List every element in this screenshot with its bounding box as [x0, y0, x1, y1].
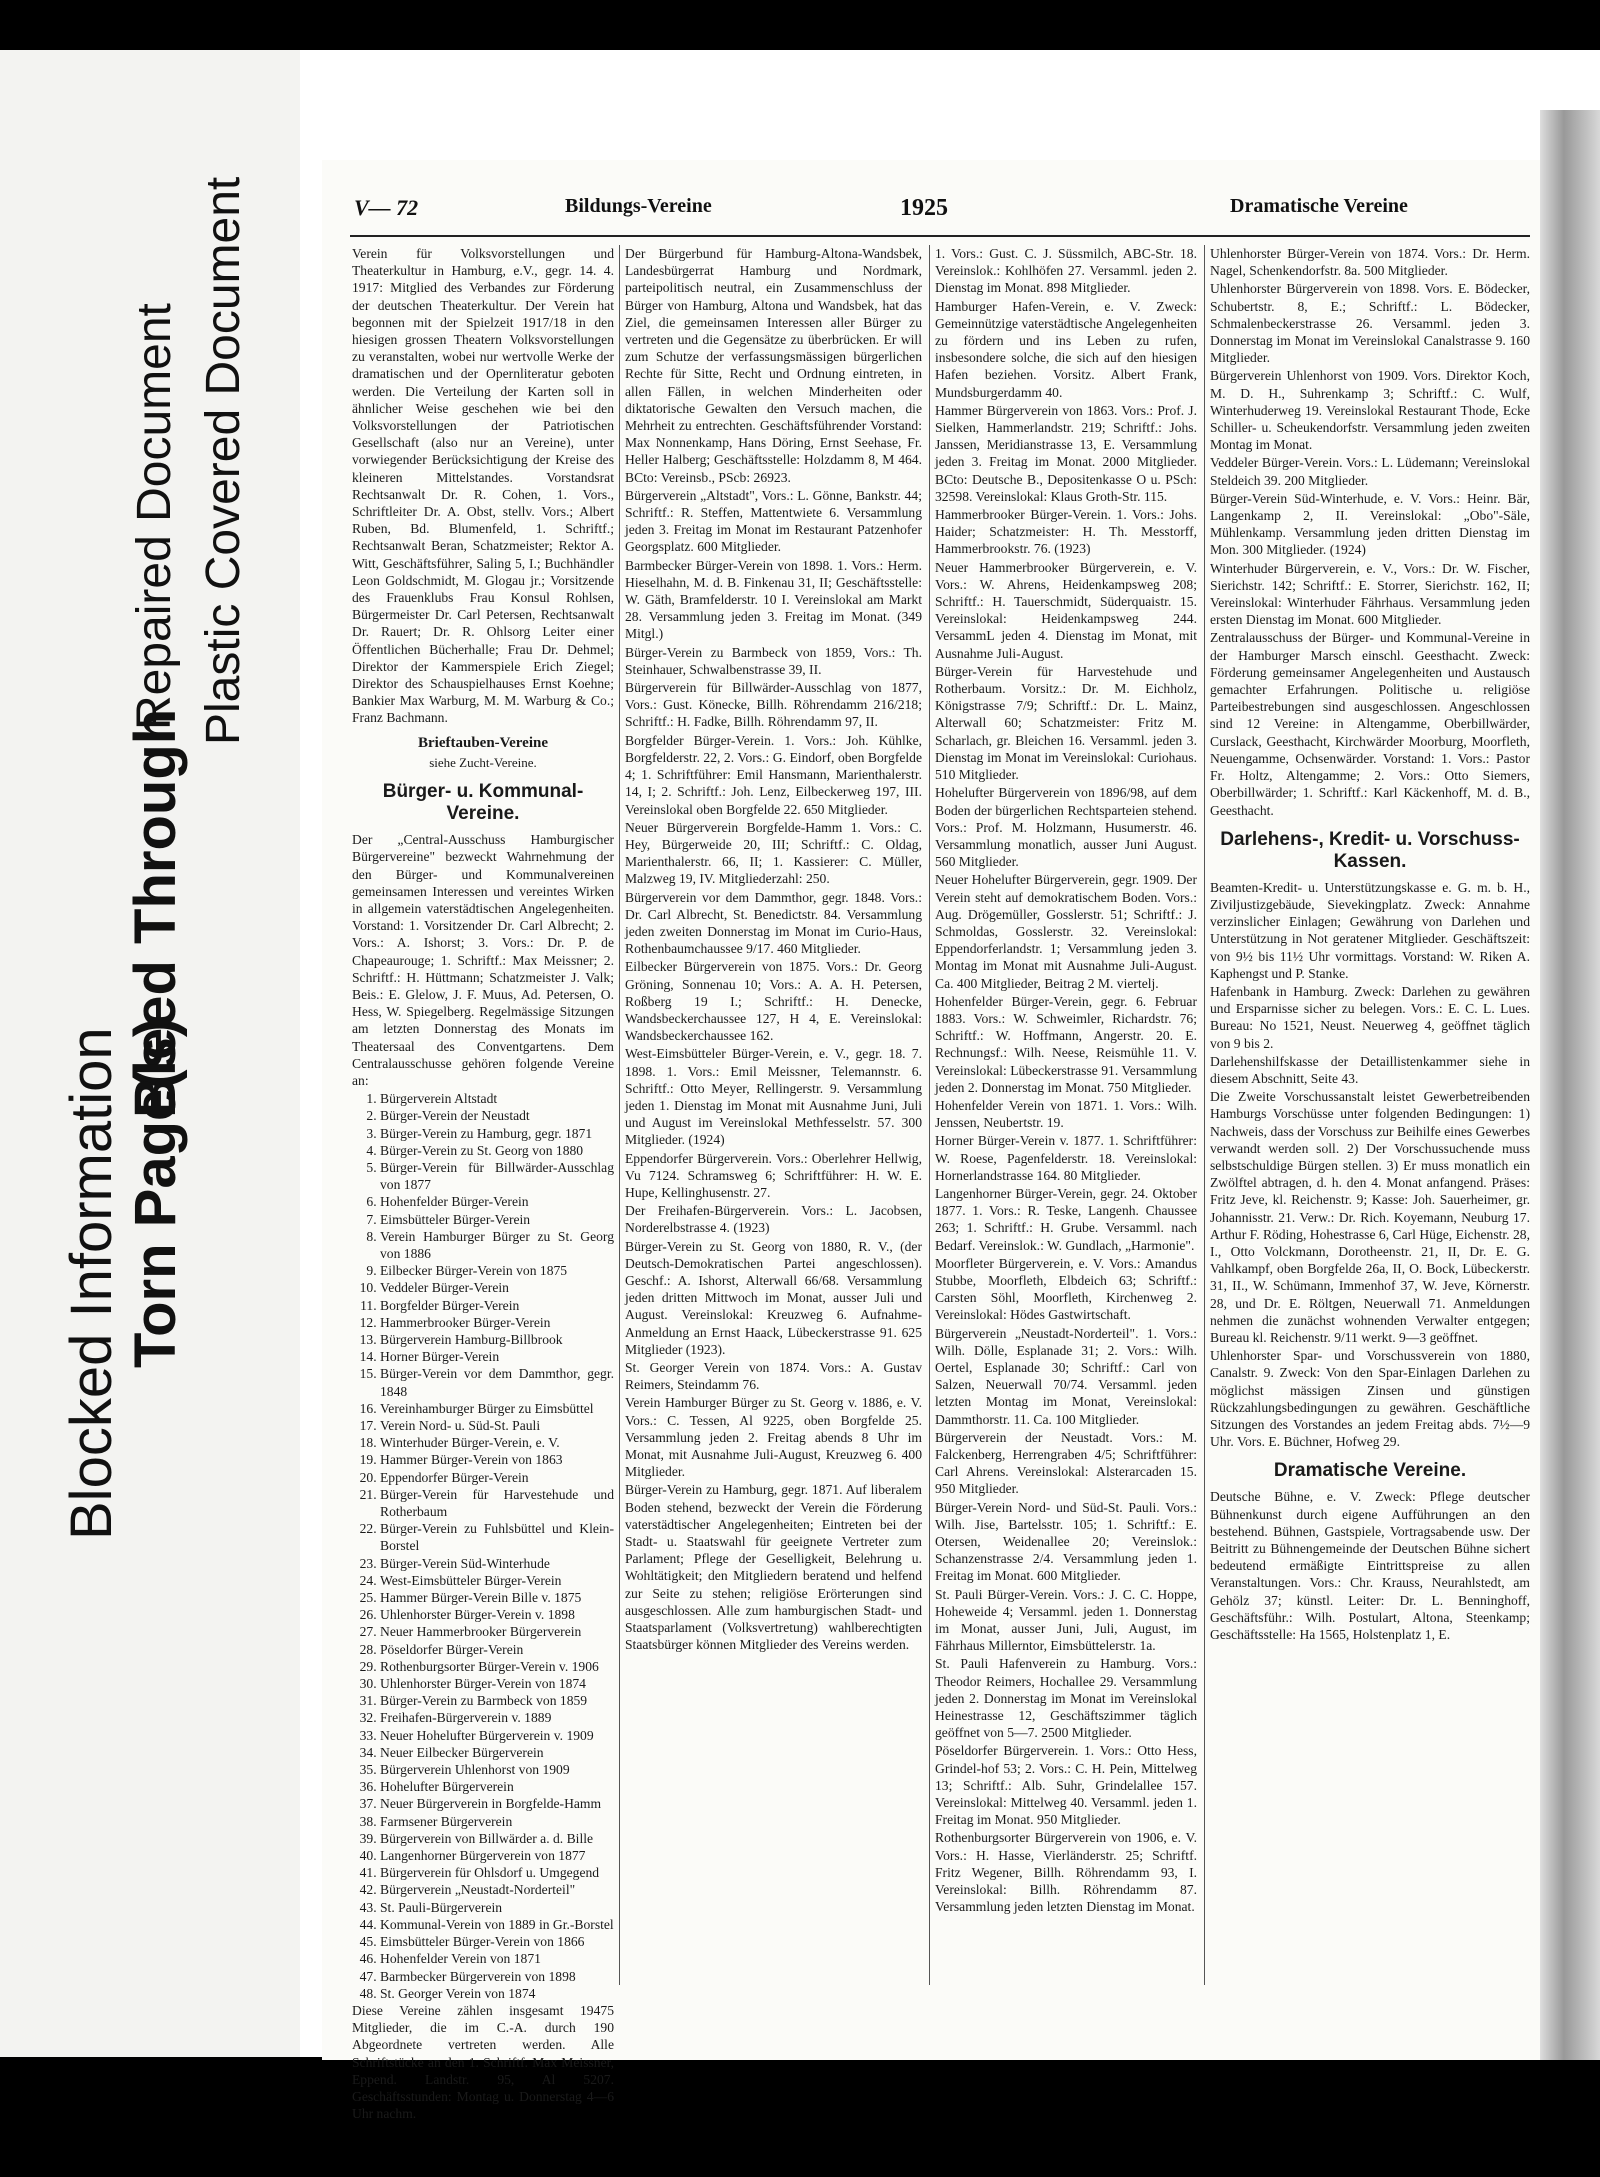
repaired-document-label: Repaired Document — [128, 303, 181, 730]
entry: Der „Central-Ausschuss Hamburgischer Bürgervereine" bezweckt Wahrnehmung der den Bürger- und Kommunalvereinen gemeinsamen Interessen und vereintes Wirken in allgemein vaterstädtischen Angelegenheiten. Vorstand: 1. Vorsitzender Dr. Carl Albrecht; 2. Vors.: A. Ishorst; 3. Vors.: Dr. P. de Chapeaurouge; 1. Schriftf.: Max Meissner; 2. Schriftf.: H. Hüttmann; Schatzmeister J. Valk; Beis.: E. Glelow, J. F. Muus, Ad. Petersen, O. Hess, W. Spiegelberg. Regelmässige Sitzungen am letzten Donnerstag des Monats im Theatersaal des Conventgartens. Dem Centralausschusse gehören folgende Vereine an: — [352, 832, 614, 1088]
page-edge — [1540, 110, 1600, 2060]
list-item: 43. St. Pauli-Bürgerverein — [380, 1899, 614, 1916]
entry: Der Bürgerbund für Hamburg-Altona-Wandsbek, Landesbürgerrat Hamburg und Nordmark, parteipolitisch neutral, ein Zusammenschluss der Bürger von Hamburg, Altona und Wandsbek, hat das Ziel, die gemeinsamen Interessen aller Bürger zu vertreten und die Gegensätze zu überbrücken. Er will zum Schutze der verfassungsmässigen bürgerlichen Rechte für Sitte, Recht und Ordnung eintreten, in allen Fällen, in welchen Minderheiten oder diktatorische Gewalten den Versuch machen, die Mehrheit zu entrechten. Geschäftsführender Vorstand: Max Nonnenkamp, Hans Döring, Ernst Seehase, Fr. Heller Halberg; Geschäftsstelle: Holzdamm 8, M 464. BCto: Vereinsb., PScb: 26923. — [625, 246, 922, 485]
section-heading: Dramatische Vereine. — [1273, 1460, 1467, 1482]
list-item: 44. Kommunal-Verein von 1889 in Gr.-Borstel — [380, 1916, 614, 1933]
entry: West-Eimsbütteler Bürger-Verein, e. V., gegr. 18. 7. 1898. 1. Vors.: Emil Meissner, Telemannstr. 6. Schriftf.: Otto Meyer, Rellingerstr. 9. Versammlung jeden 1. Dienstag im Monat mit Ausnahme Juni, Juli und August im Vereinslokal Methfesselstr. 57. 300 Mitglieder. (1924) — [625, 1046, 922, 1148]
column-rule — [929, 245, 930, 1985]
list-item: 47. Barmbecker Bürgerverein von 1898 — [380, 1968, 614, 1985]
list-item: 3. Bürger-Verein zu Hamburg, gegr. 1871 — [380, 1125, 614, 1142]
entry: Der Freihafen-Bürgerverein. Vors.: L. Jacobsen, Norderelbstrasse 4. (1923) — [625, 1203, 922, 1236]
bleed-through-label: Bleed Through — [123, 708, 188, 1118]
entry: Bürger-Verein Nord- und Süd-St. Pauli. Vors.: Wilh. Jise, Bartelsstr. 105; 1. Schriftf.: E. Otersen, Weidenallee 20; Vereinslok.: Schanzenstrasse 2/4. Versammlung jeden 1. Freitag im Monat. 600 Mitglieder. — [935, 1499, 1197, 1584]
entry: Bürger-Verein für Harvestehude und Rotherbaum. Vorsitz.: Dr. M. Eichholz, Königstrasse 7/9; Schriftf.: Dr. L. Mainz, Alterwall 60; Schatzmeister: Fritz M. Scharlach, gr. Bleichen 16. Versamml. jeden 3. Dienstag im Monat im Vereinslokal: Curiohaus. 510 Mitglieder. — [935, 663, 1197, 783]
list-item: 28. Pöseldorfer Bürger-Verein — [380, 1641, 614, 1658]
entry: Zentralausschuss der Bürger- und Kommunal-Vereine in der Hamburger Marsch einschl. Geesthacht. Zweck: Förderung gemeinsamer Angelegenheiten und Austausch gemachter Erfahrungen. Politische u. religiöse Parteibestrebungen sind ausgeschlossen. Angeschlossen sind 12 Vereine: in Altengamme, Oberbillwärder, Curslack, Geesthacht, Kirchwärder Moorburg, Moorfleth, Neuengamme, Ochsenwärder. Vorstand: 1. Vors.: Pastor Fr. Holtz, Altengamme; 2. Vors.: Otto Siemers, Oberbillwärder; 1. Schriftf.: Karl Käckenhoff, M. d. B., Geesthacht. — [1210, 630, 1530, 818]
list-item: 37. Neuer Bürgerverein in Borgfelde-Hamm — [380, 1795, 614, 1812]
list-item: 15. Bürger-Verein vor dem Dammthor, gegr. 1848 — [380, 1365, 614, 1399]
entry: Hohenfelder Bürger-Verein, gegr. 6. Februar 1883. Vors.: W. Schweimler, Richardstr. 76; Schriftf.: W. Hoffmann, Angerstr. 20. E. Rechnungsf.: Wilh. Neese, Reismühle 11. V. Vereinslokal: Lübeckerstrasse 91. Versammlung jeden 2. Donnerstag im Monat. 750 Mitglieder. — [935, 993, 1197, 1095]
column-3 — [935, 245, 1197, 2000]
list-item: 22. Bürger-Verein zu Fuhlsbüttel und Klein-Borstel — [380, 1520, 614, 1554]
list-item: 6. Hohenfelder Bürger-Verein — [380, 1193, 614, 1210]
entry: Veddeler Bürger-Verein. Vors.: L. Lüdemann; Vereinslokal Steldeich 39. 200 Mitglieder. — [1210, 455, 1530, 488]
entry: Hohenfelder Verein von 1871. 1. Vors.: Wilh. Jenssen, Neubertstr. 19. — [935, 1097, 1197, 1131]
entry: Bürgerverein für Billwärder-Ausschlag von 1877, Vors.: Gust. Könecke, Billh. Röhrendamm 216/218; Schriftf.: H. Fadke, Billh. Röhrendamm 97, II. — [625, 680, 922, 730]
column-1 — [352, 245, 614, 2122]
list-item: 9. Eilbecker Bürger-Verein von 1875 — [380, 1262, 614, 1279]
section-heading: Darlehens-, Kredit- u. Vorschuss-Kassen. — [1220, 828, 1520, 872]
list-item: 7. Eimsbütteler Bürger-Verein — [380, 1211, 614, 1228]
scan-border-bottom — [0, 2057, 1600, 2177]
entry: St. Georger Verein von 1874. Vors.: A. Gustav Reimers, Steindamm 76. — [625, 1360, 922, 1393]
list-item: 25. Hammer Bürger-Verein Bille v. 1875 — [380, 1589, 614, 1606]
entry: Neuer Bürgerverein Borgfelde-Hamm 1. Vors.: C. Hey, Bürgerweide 20, III; Schriftf.: C. Oldag, Marienthalerstr. 66, II; 1. Kassierer: C. Müller, Malzweg 19, IV. Mitgliederzahl: 250. — [625, 819, 922, 887]
entry: Eilbecker Bürgerverein von 1875. Vors.: Dr. Georg Gröning, Sonnenau 10; Vors.: A. A. H. Petersen, Roßberg 19 I.; Schriftf.: H. Denecke, Wandsbeckerchaussee 127, H 4, E. Vereinslokal: Wandsbeckerchaussee 162. — [625, 959, 922, 1044]
entry: Diese Vereine zählen insgesamt 19475 Mitglieder, die im C.-A. durch 190 Abgeordnete vertreten werden. Alle Schriftstücke an den 1. Schriftf. Max Meissner, Eppend. Landstr. 95, Al 5207. Geschäftsstunden: Montag u. Donnerstag 4—6 Uhr nachm. — [352, 2002, 614, 2122]
entry: Hohelufter Bürgerverein von 1896/98, auf dem Boden der bürgerlichen Rechtsparteien stehend. Vors.: Prof. M. Holzmann, Husumerstr. 46. Versammlung monatlich, ausser Juni August. 560 Mitglieder. — [935, 785, 1197, 870]
entry: Eppendorfer Bürgerverein. Vors.: Oberlehrer Hellwig, Vu 7124. Schramsweg 6; Schriftführer: H. W. E. Hupe, Kellinghusenstr. 27. — [625, 1150, 922, 1200]
entry: Hammerbrooker Bürger-Verein. 1. Vors.: Johs. Haider; Schatzmeister: H. Th. Messtorff, Hammerbrookstr. 76. (1923) — [935, 507, 1197, 557]
entry: Hafenbank in Hamburg. Zweck: Darlehen zu gewähren und Ersparnisse sicher zu belegen. Vors.: E. C. L. Lues. Bureau: No 1521, Neust. Neuerweg 4, geöffnet täglich von 9 bis 2. — [1210, 983, 1530, 1051]
entry: Bürger-Verein zu St. Georg von 1880, R. V., (der Deutsch-Demokratischen Partei angeschlossen). Geschf.: A. Ishorst, Alterwall 66/68. Versammlung jeden dritten Mittwoch im Monat, ausser Juli und August. Vereinslokal: Kreuzweg 6. Aufnahme-Anmeldung an Ernst Haack, Lübeckerstrasse 91. 625 Mitglieder (1923). — [625, 1238, 922, 1357]
entry: St. Pauli Bürger-Verein. Vors.: J. C. C. Hoppe, Hoheweide 4; Versamml. jeden 1. Donnerstag im Monat, ausser Juni, Juli, August, im Fährhaus Millerntor, Eimsbüttelerstr. 1a. — [935, 1586, 1197, 1654]
entry: Neuer Hammerbrooker Bürgerverein, e. V. Vors.: W. Ahrens, Heidenkampsweg 208; Schriftf.: H. Tauerschmidt, Süderquaistr. 15. Vereinslokal: Heidenkampsweg 244. VersammL jeden 4. Dienstag im Monat, mit Ausnahme Juli-August. — [935, 559, 1197, 661]
list-item: 27. Neuer Hammerbrooker Bürgerverein — [380, 1623, 614, 1640]
entry: Uhlenhorster Spar- und Vorschussverein von 1880, Canalstr. 9. Zweck: Von den Spar-Einlagen Darlehen zu möglichst mässigen Zinsen und günstigen Rückzahlungsbedingungen zu gewähren. Geschäftliche Sitzungen des Vorstandes an jedem Freitag abds. 7½—9 Uhr. Vors. E. Büchner, Hofweg 29. — [1210, 1348, 1530, 1450]
list-item: 20. Eppendorfer Bürger-Verein — [380, 1469, 614, 1486]
cross-reference: siehe Zucht-Vereine. — [429, 754, 537, 770]
entry: Uhlenhorster Bürger-Verein von 1874. Vors.: Dr. Herm. Nagel, Schenkendorfstr. 8a. 500 Mitglieder. — [1210, 246, 1530, 279]
list-item: 10. Veddeler Bürger-Verein — [380, 1279, 614, 1296]
page-number: V— 72 — [354, 195, 419, 220]
section-heading: Brieftauben-Vereine — [418, 734, 548, 751]
entry: Bürger-Verein Süd-Winterhude, e. V. Vors.: Heinr. Bär, Langenkamp 2, II. Vereinslokal: „Obo"-Säle, Mühlenkamp. Versammlung jeden dritten Dienstag im Mon. 300 Mitglieder. (1924) — [1210, 490, 1530, 558]
list-item: 19. Hammer Bürger-Verein von 1863 — [380, 1451, 614, 1468]
entry: Hammer Bürgerverein von 1863. Vors.: Prof. J. Sielken, Hammerlandstr. 219; Schriftf.: Johs. Janssen, Meridianstrasse 13, E. Versammlung jeden 3. Freitag im Monat. 2000 Mitglieder. BCto: Deutsche B., Depositenkasse O u. PSch: 32598. Vereinslokal: Klaus Groth-Str. 115. — [935, 402, 1197, 504]
list-item: 12. Hammerbrooker Bürger-Verein — [380, 1314, 614, 1331]
list-item: 41. Bürgerverein für Ohlsdorf u. Umgegend — [380, 1864, 614, 1881]
entry: Borgfelder Bürger-Verein. 1. Vors.: Joh. Kühlke, Borgfelderstr. 22, 2. Vors.: G. Eindorf, oben Borgfelde 4; 1. Schriftführer: Emil Hansmann, Marienthalerstr. 14, I; 2. Schriftf.: Joh. Lenz, Eilbeckerweg 197, III. Vereinslokal oben Borgfelde 22. 650 Mitglieder. — [625, 732, 922, 817]
entry: Bürgerverein „Altstadt", Vors.: L. Gönne, Bankstr. 44; Schriftf.: R. Steffen, Mattentwiete 6. Versammlung jeden 3. Freitag im Monat im Restaurant Patzenhofer Georgsplatz. 600 Mitglieder. — [625, 487, 922, 555]
list-item: 2. Bürger-Verein der Neustadt — [380, 1107, 614, 1124]
column-4 — [1210, 245, 1530, 2000]
entry: Bürger-Verein zu Barmbeck von 1859, Vors.: Th. Steinhauer, Schwalbenstrasse 39, II. — [625, 644, 922, 677]
list-item: 21. Bürger-Verein für Harvestehude und Rotherbaum — [380, 1486, 614, 1520]
blocked-information-label: Blocked Information — [59, 1027, 124, 1540]
list-item: 40. Langenhorner Bürgerverein von 1877 — [380, 1847, 614, 1864]
entry: Die Zweite Vorschussanstalt leistet Gewerbetreibenden Hamburgs Vorschüsse unter folgenden Bedingungen: 1) Nachweis, dass der Vorschuss zur Beihilfe eines Gewerbes verwandt werden soll. 2) Der Vorschussuchende muss selbstschuldige Bürgen stellen. 3) Er muss monatlich ein Zwölftel abtragen, d. h. den 4. Monat anfangend. Präses: Fritz Jeve, kl. Reichenstr. 9; Kasse: Joh. Sauerheimer, gr. Johannisstr. 21. Verw.: Dr. Rich. Koyemann, Neuburg 17. Arthur F. Röding, Hohestrasse 6, Carl Hüge, Eichenstr. 28, I., Otto Volckmann, Dorotheenstr. 21, II, Dr. E. G. Vahlkampf, oben Borgfelde 26a, II, O. Bock, Lübeckerstr. 31, II., W. Schümann, Immenhof 37, W. Jeve, Körnerstr. 28, und Dr. E. Röltgen, Neuerwall 71. Anmeldungen nehmen die zunächst wohnenden Verwalter entgegen; Bureau kl. Reichenstr. 9/11 werkt. 9—3 geöffnet. — [1210, 1089, 1530, 1345]
list-item: 11. Borgfelder Bürger-Verein — [380, 1297, 614, 1314]
entry: Bürgerverein „Neustadt-Norderteil". 1. Vors.: Wilh. Dölle, Esplanade 31; 2. Vors.: Wilh. Oertel, Esplanade 30; Schriftf.: Carl von Salzen, Neuerwall 70/74. Versamml. jeden letzten Montag im Monat, Vereinslokal: Dammthorstr. 11. Ca. 100 Mitglieder. — [935, 1325, 1197, 1427]
list-item: 16. Vereinhamburger Bürger zu Eimsbüttel — [380, 1400, 614, 1417]
entry: Bürgerverein vor dem Dammthor, gegr. 1848. Vors.: Dr. Carl Albrecht, St. Benedictstr. 84. Versammlung jeden zweiten Donnerstag im Monat im Curio-Haus, Rothenbaumchaussee 9/17. 460 Mitglieder. — [625, 889, 922, 957]
column-2 — [625, 245, 922, 2000]
entry: Beamten-Kredit- u. Unterstützungskasse e. G. m. b. H., Ziviljustizgebäude, Sievekingplatz. Zweck: Annahme verzinslicher Einlagen; Gewährung von Darlehen und Unterstützung in Not geratener Mitglieder. Geschäftszeit: von 9½ bis 11½ Uhr vormittags. Vorstand: W. Riken A. Kaphengst und P. Stanke. — [1210, 879, 1530, 981]
entry: Rothenburgsorter Bürgerverein von 1906, e. V. Vors.: H. Hasse, Vierländerstr. 25; Schriftf. Fritz Wegener, Billh. Röhrendamm 93, I. Vereinslokal: Billh. Röhrendamm 87. Versammlung jeden letzten Dienstag im Monat. — [935, 1830, 1197, 1915]
list-item: 26. Uhlenhorster Bürger-Verein v. 1898 — [380, 1606, 614, 1623]
entry: Winterhuder Bürgerverein, e. V., Vors.: Dr. W. Fischer, Sierichstr. 142; Schriftf.: E. Storrer, Sierichstr. 162, II; Vereinslokal: Winterhuder Fährhaus. Versammlung jeden ersten Dienstag im Monat. 600 Mitglieder. — [1210, 560, 1530, 628]
list-item: 14. Horner Bürger-Verein — [380, 1348, 614, 1365]
list-item: 33. Neuer Hohelufter Bürgerverein v. 1909 — [380, 1727, 614, 1744]
entry: Verein für Volksvorstellungen und Theaterkultur in Hamburg, e.V., gegr. 14. 4. 1917: Mitglied des Verbandes zur Förderung der deutschen Theaterkultur. Der Verein hat begonnen mit der Spielzeit 1917/18 in den hiesigen grossen Theatern Volksvorstellungen zu veranstalten, wobei nur wertvolle Werke der dramatischen und der Opernliteratur geboten werden. Die Verteilung der Karten soll in ähnlicher Weise geschehen wie bei den Volksvorstellungen der Patriotischen Gesellschaft (also nur an Vereine), unter vorwiegender Berücksichtigung der Kreise des kleineren Mittelstandes. Vorstandsrat Rechtsanwalt Dr. R. Cohen, 1. Vors., Schriftleiter Dr. A. Obst, stellv. Vors.; Albert Ruben, Bd. Blumenfeld, 1. Schriftf.; Rechtsanwalt Beran, Schatzmeister; Rektor A. Witt, Geschäftsführer, Saling 5, I.; Buchhändler Leon Goldschmidt, M. Glogau jr.; Vorsitzende des Frauenklubs Frau Konsul Rohlsen, Bürgermeister Dr. Carl Petersen, Rechtsanwalt Dr. Rauert; Dr. R. Ohlsorg Leiter einer Öffentlichen Bücherhalle; Frau Dr. Dehmel; Direktor der Kammerspiele Erich Ziegel; Direktor des Schauspielhauses Ernst Koehne; Bankier Max Warburg, M. M. Warburg & Co.; Franz Bachmann. — [352, 246, 614, 726]
column-rule — [1204, 245, 1205, 1985]
entry: Barmbecker Bürger-Verein von 1898. 1. Vors.: Herm. Hieselhahn, M. d. B. Finkenau 31, II; Geschäftsstelle: W. Gäth, Bramfelderstr. 10 I. Vereinslokal am Markt 28. Versammlung jeden 3. Freitag im Monat. (349 Mitgl.) — [625, 557, 922, 642]
column-rule — [619, 245, 620, 1985]
list-item: 35. Bürgerverein Uhlenhorst von 1909 — [380, 1761, 614, 1778]
entry: 1. Vors.: Gust. C. J. Süssmilch, ABC-Str. 18. Vereinslok.: Kohlhöfen 27. Versamml. jeden 2. Dienstag im Monat. 898 Mitglieder. — [935, 246, 1197, 296]
entry: Uhlenhorster Bürgerverein von 1898. Vors. E. Bödecker, Schubertstr. 8, E.; Schriftf.: L. Bödecker, Schmalenbeckerstrasse 26. Versamml. jeden 3. Donnerstag im Monat im Vereinslokal Canalstrasse 9. 160 Mitglieder. — [1210, 281, 1530, 366]
member-list — [352, 1090, 614, 2002]
page-header — [350, 195, 1530, 237]
list-item: 4. Bürger-Verein zu St. Georg von 1880 — [380, 1142, 614, 1159]
scan-border-top — [0, 0, 1600, 50]
running-title-left: Bildungs-Vereine — [565, 195, 712, 217]
list-item: 42. Bürgerverein „Neustadt-Norderteil" — [380, 1881, 614, 1898]
entry: Moorfleter Bürgerverein, e. V. Vors.: Amandus Stubbe, Moorfleth, Elbdeich 63; Schriftf.: Carsten Söhl, Moorfleth, Kirchenweg 2. Vereinslokal: Hödes Gastwirtschaft. — [935, 1255, 1197, 1323]
list-item: 34. Neuer Eilbecker Bürgerverein — [380, 1744, 614, 1761]
entry: Darlehenshilfskasse der Detaillistenkammer siehe in diesem Abschnitt, Seite 43. — [1210, 1053, 1530, 1086]
entry: Neuer Hohelufter Bürgerverein, gegr. 1909. Der Verein steht auf demokratischem Boden. Vors.: Aug. Drögemüller, Gosslerstr. 51; Schriftf.: J. Schmoldas, Gosslerstr. 32. Vereinslokal: Eppendorferlandstr. 1; Versammlung jeden 3. Montag im Monat mit Ausnahme Juli-August. Ca. 400 Mitglieder, Beitrag 2 M. viertelj. — [935, 872, 1197, 991]
list-item: 38. Farmsener Bürgerverein — [380, 1813, 614, 1830]
list-item: 8. Verein Hamburger Bürger zu St. Georg von 1886 — [380, 1228, 614, 1262]
list-item: 1. Bürgerverein Altstadt — [380, 1090, 614, 1107]
entry: Hamburger Hafen-Verein, e. V. Zweck: Gemeinnützige vaterstädtische Angelegenheiten zu fördern und ins Leben zu rufen, insbesondere solche, die sich auf den hiesigen Hafen beziehen. Vorsitz. Albert Frank, Mundsburgerdamm 40. — [935, 298, 1197, 400]
list-item: 32. Freihafen-Bürgerverein v. 1889 — [380, 1709, 614, 1726]
list-item: 13. Bürgerverein Hamburg-Billbrook — [380, 1331, 614, 1348]
list-item: 31. Bürger-Verein zu Barmbeck von 1859 — [380, 1692, 614, 1709]
list-item: 29. Rothenburgsorter Bürger-Verein v. 1906 — [380, 1658, 614, 1675]
list-item: 30. Uhlenhorster Bürger-Verein von 1874 — [380, 1675, 614, 1692]
list-item: 23. Bürger-Verein Süd-Winterhude — [380, 1555, 614, 1572]
entry: Bürger-Verein zu Hamburg, gegr. 1871. Auf liberalem Boden stehend, bezweckt der Verein die Förderung vaterstädtischer Angelegenheiten; Eintreten bei der Stadt- u. Staatswahl für geeignete Vertreter zum Parlament; Pflege der Geselligkeit, Belehrung u. Wohltätigkeit; den Mitgliedern beratend und helfend zur Seite zu stehen; religiöse Erörterungen sind ausgeschlossen. Alle zum hamburgischen Stadt- und Staatsparlament (Volksvertretung) wahlberechtigten Staatsbürger können Mitglieder des Vereins werden. — [625, 1482, 922, 1653]
list-item: 24. West-Eimsbütteler Bürger-Verein — [380, 1572, 614, 1589]
list-item: 45. Eimsbütteler Bürger-Verein von 1866 — [380, 1933, 614, 1950]
entry: Verein Hamburger Bürger zu St. Georg v. 1886, e. V. Vors.: C. Tessen, Al 9225, oben Borgfelde 25. Versammlung jeden 2. Freitag abends 8 Uhr im Monat, mit Ausnahme Juli-August, Kreuzweg 6. 400 Mitglieder. — [625, 1395, 922, 1480]
list-item: 17. Verein Nord- u. Süd-St. Pauli — [380, 1417, 614, 1434]
list-item: 18. Winterhuder Bürger-Verein, e. V. — [380, 1434, 614, 1451]
entry: Langenhorner Bürger-Verein, gegr. 24. Oktober 1877. 1. Vors.: R. Teske, Langenh. Chaussee 263; 1. Schriftf.: H. Grube. Versamml. nach Bedarf. Vereinslok.: W. Gundlach, „Harmonie". — [935, 1185, 1197, 1253]
entry: Pöseldorfer Bürgerverein. 1. Vors.: Otto Hess, Grindel-hof 53; 2. Vors.: C. H. Pein, Mittelweg 13; Schriftf.: Alb. Suhr, Grindelallee 157. Vereinslokal: Mittelweg 40. Versamml. jeden 1. Freitag im Monat. 950 Mitglieder. — [935, 1743, 1197, 1828]
list-item: 5. Bürger-Verein für Billwärder-Ausschlag von 1877 — [380, 1159, 614, 1193]
year: 1925 — [900, 195, 948, 221]
list-item: 39. Bürgerverein von Billwärder a. d. Bille — [380, 1830, 614, 1847]
list-item: 48. St. Georger Verein von 1874 — [380, 1985, 614, 2002]
section-heading: Bürger- u. Kommunal-Vereine. — [382, 781, 584, 825]
list-item: 36. Hohelufter Bürgerverein — [380, 1778, 614, 1795]
running-title-right: Dramatische Vereine — [1230, 195, 1408, 217]
entry: Bürgerverein der Neustadt. Vors.: M. Falckenberg, Herrengraben 4/5; Schriftführer: Carl Ahrens. Vereinslokal: Alsterarcaden 15. 950 Mitglieder. — [935, 1429, 1197, 1497]
entry: Bürgerverein Uhlenhorst von 1909. Vors. Direktor Koch, M. D. H., Suhrenkamp 3; Schriftf.: C. Wulf, Winterhuderweg 19. Vereinslokal Restaurant Thode, Ecke Schiller- u. Scheukendorfstr. Versammlung jeden zweiten Montag im Monat. — [1210, 368, 1530, 453]
entry: St. Pauli Hafenverein zu Hamburg. Vors.: Theodor Reimers, Hochallee 29. Versammlung jeden 2. Donnerstag im Monat im Vereinslokal Heinestrasse 12, Geschäftszimmer täglich geöffnet von 5—7. 2500 Mitglieder. — [935, 1656, 1197, 1741]
entry: Deutsche Bühne, e. V. Zweck: Pflege deutscher Bühnenkunst durch eigene Aufführungen an den bestehend. Bühnen, Gastspiele, Vortragsabende usw. Der Beitritt zu Bühnengemeinde der Deutschen Bühne sichert bedeutend ermäßigte Eintrittspreise zu allen Veranstaltungen. Vors.: Chr. Krauss, Neurahlstedt, am Gehölz 37; künstl. Leiter: Dr. L. Benninghoff, Geschäftsführ.: Wilh. Postulart, Altona, Steenkamp; Geschäftsstelle: Ha 1565, Holstenplatz 1, E. — [1210, 1489, 1530, 1643]
list-item: 46. Hohenfelder Verein von 1871 — [380, 1950, 614, 1967]
plastic-covered-label: Plastic Covered Document — [197, 176, 250, 745]
entry: Horner Bürger-Verein v. 1877. 1. Schriftführer: W. Roese, Pagenfelderstr. 18. Vereinslokal: Hornerlandstrasse 164. 80 Mitglieder. — [935, 1133, 1197, 1183]
torn-pages-label: Torn Page(s) — [123, 1017, 188, 1368]
